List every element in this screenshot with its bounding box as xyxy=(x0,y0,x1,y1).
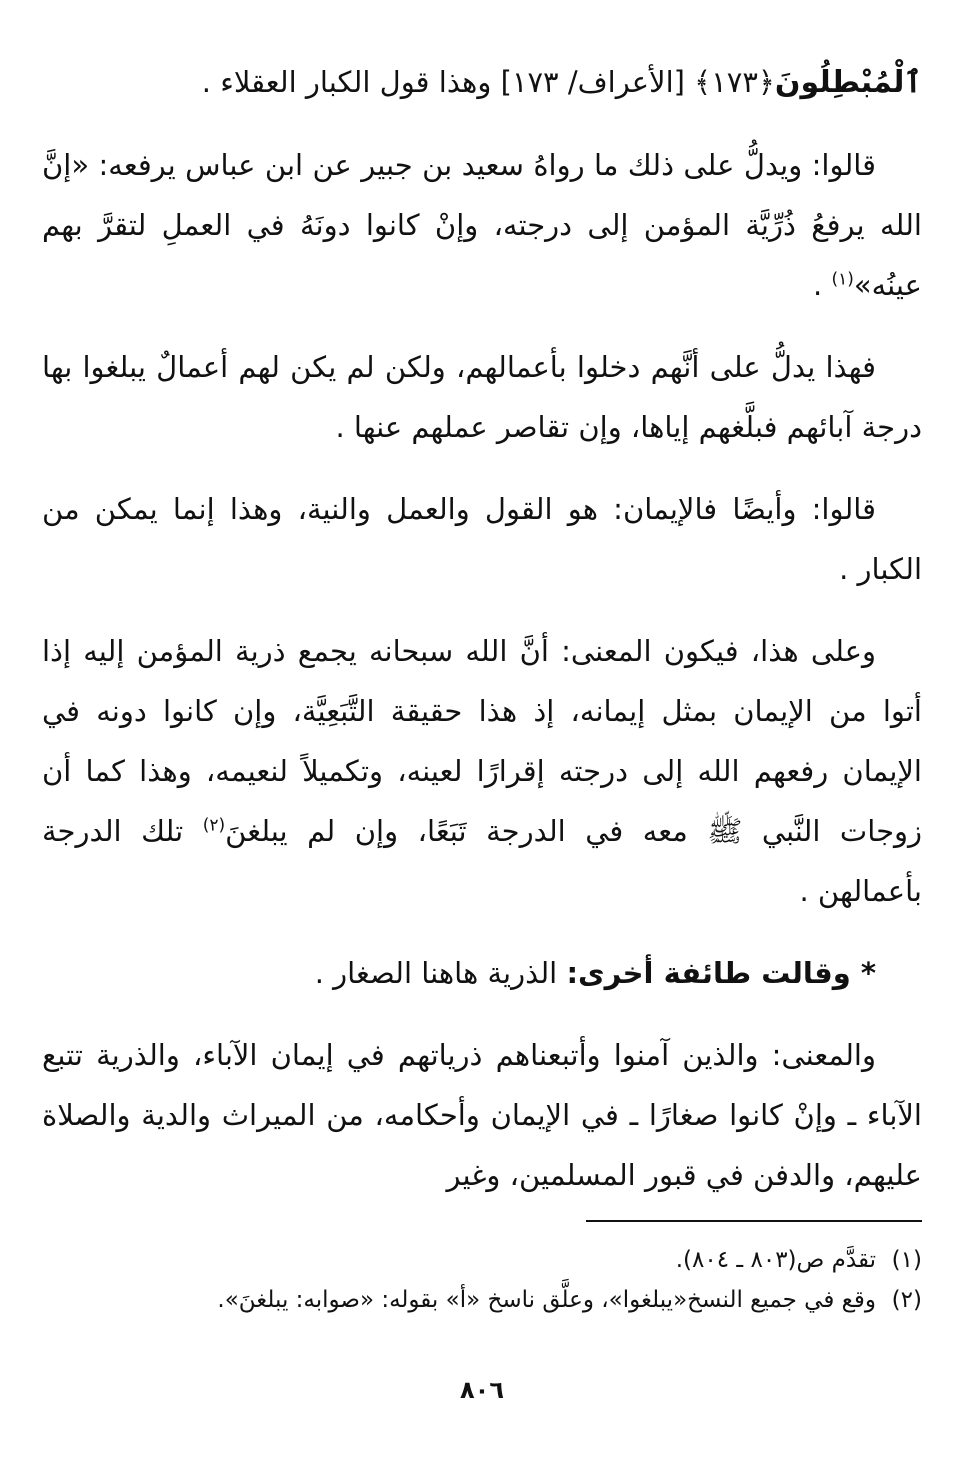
paragraph-5-text: الذرية هاهنا الصغار . xyxy=(314,956,567,990)
paragraph-2: فهذا يدلُّ على أنَّهم دخلوا بأعمالهم، ولكن لم يكن لهم أعمالٌ يبلغوا بها درجة آبائهم فبلَّغهم إياها، وإن تقاصر عملهم عنها . xyxy=(42,350,922,444)
footnote-text: تقدَّم ص(٨٠٣ ـ ٨٠٤). xyxy=(675,1247,876,1273)
top-line xyxy=(42,52,922,113)
ayah-marker: ﴿١٧٣﴾ xyxy=(694,65,775,99)
footnotes xyxy=(42,1240,922,1320)
footnote-1 xyxy=(42,1240,922,1280)
quran-fragment: ٱلْمُبْطِلُونَ xyxy=(774,65,922,100)
footnote-ref-1: (١) xyxy=(831,269,854,290)
footnote-divider xyxy=(586,1220,922,1222)
footnote-ref-2: (٢) xyxy=(202,815,226,836)
section-heading: * وقالت طائفة أخرى: xyxy=(566,956,876,990)
footnote-text: وقع في جميع النسخ«يبلغوا»، وعلَّق ناسخ «أ» بقوله: «صوابه: يبلغنَ». xyxy=(217,1287,876,1313)
paragraph-1-end: . xyxy=(813,268,832,302)
top-line-text: وهذا قول الكبار العقلاء . xyxy=(201,65,492,99)
paragraph-1-text: قالوا: ويدلُّ على ذلك ما رواهُ سعيد بن جبير عن ابن عباس يرفعه: «إنَّ الله يرفعُ ذُرِّيَّة المؤمن إلى درجته، وإنْ كانوا دونَهُ في العملِ لتقرَّ بهم عينُه» xyxy=(42,148,922,302)
page-body xyxy=(42,52,922,1205)
paragraph-3: قالوا: وأيضًا فالإيمان: هو القول والعمل والنية، وهذا إنما يمكن من الكبار . xyxy=(42,492,922,586)
paragraph-5 xyxy=(42,943,922,1003)
paragraph-4-text-a: وعلى هذا، فيكون المعنى: أنَّ الله سبحانه يجمع ذرية المؤمن إليه إذا أتوا من الإيمان بمثل إيمانه، إذ هذا حقيقة التَّبَعِيَّة، وإن كانوا دونه في الإيمان رفعهم الله إلى درجته إقرارًا لعينه، وتكميلاً لنعيمه، وهذا كما أن زوجات النَّبي ﷺ معه في الدرجة تَبَعًا، وإن لم يبلغنَ xyxy=(42,634,922,848)
footnote-2 xyxy=(42,1280,922,1320)
footnote-number: (٢) xyxy=(891,1287,922,1313)
surah-reference: [الأعراف/ ١٧٣] xyxy=(500,65,685,99)
paragraph-4 xyxy=(42,621,922,921)
page-number: ٨٠٦ xyxy=(460,1376,504,1404)
paragraph-4-text-b: تلك الدرجة بأعمالهن . xyxy=(42,814,922,908)
paragraph-6: والمعنى: والذين آمنوا وأتبعناهم ذرياتهم في إيمان الآباء، والذرية تتبع الآباء ـ وإنْ كانوا صغارًا ـ في الإيمان وأحكامه، من الميراث والدية والصلاة عليهم، والدفن في قبور المسلمين، وغير xyxy=(42,1038,922,1192)
footnote-number: (١) xyxy=(891,1247,922,1273)
paragraph-1 xyxy=(42,135,922,315)
